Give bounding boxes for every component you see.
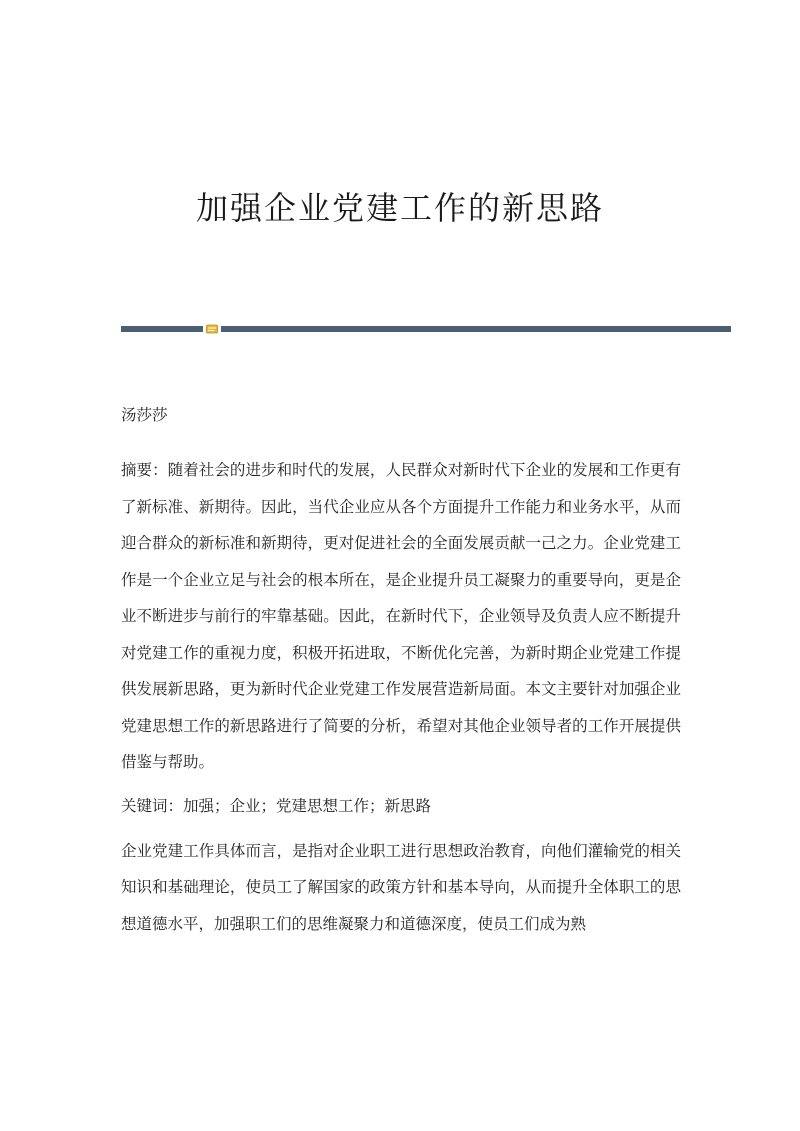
author-name: 汤莎莎 <box>121 406 168 424</box>
divider-bar-right <box>221 326 731 332</box>
divider-bar-left <box>121 326 203 332</box>
abstract-paragraph: 摘要：随着社会的进步和时代的发展，人民群众对新时代下企业的发展和工作更有了新标准、新期待。因此，当代企业应从各个方面提升工作能力和业务水平，从而迎合群众的新标准和新期待，更对促进社会的全面发展贡献一己之力。企业党建工作是一个企业立足与社会的根本所在，是企业提升员工凝聚力的重要导向，更是企业不断进步与前行的牢靠基础。因此，在新时代下，企业领导及负责人应不断提升对党建工作的重视力度，积极开拓进取，不断优化完善，为新时期企业党建工作提供发展新思路，更为新时代企业党建工作发展营造新局面。本文主要针对加强企业党建思想工作的新思路进行了简要的分析，希望对其他企业领导者的工作开展提供借鉴与帮助。 <box>121 461 681 771</box>
emblem-icon <box>206 324 218 334</box>
body-paragraph: 企业党建工作具体而言，是指对企业职工进行思想政治教育，向他们灌输党的相关知识和基础理论，使员工了解国家的政策方针和基本导向，从而提升全体职工的思想道德水平，加强职工们的思维凝聚力和道德深度，使员工们成为熟 <box>121 841 681 933</box>
keywords-line: 关键词：加强；企业；党建思想工作；新思路 <box>121 796 432 815</box>
document-title: 加强企业党建工作的新思路 <box>195 189 604 227</box>
title-divider <box>121 325 731 333</box>
document-content <box>121 400 681 942</box>
